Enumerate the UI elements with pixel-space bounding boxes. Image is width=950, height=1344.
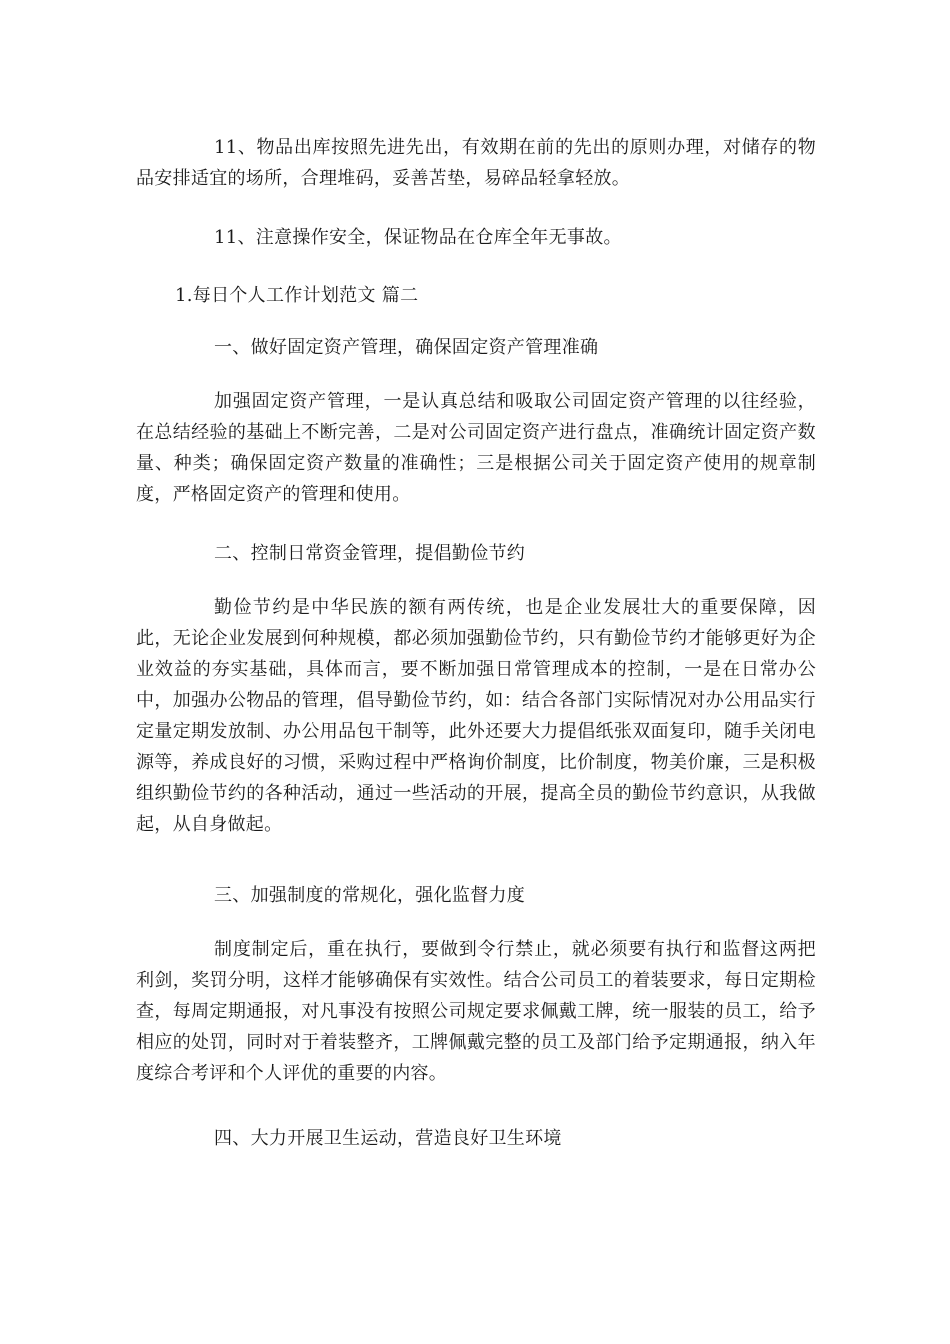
paragraph-regulation: 制度制定后，重在执行，要做到令行禁止，就必须要有执行和监督这两把利剑，奖罚分明，这样才能够确保有实效性。结合公司员工的着装要求，每日定期检查，每周定期通报，对凡事没有按照公司规定要求佩戴工牌，统一服装的员工，给予相应的处罚，同时对于着装整齐，工牌佩戴完整的员工及部门给予定期通报，纳入年度综合考评和个人评优的重要的内容。 bbox=[136, 939, 816, 1084]
heading-fixed-assets: 一、做好固定资产管理，确保固定资产管理准确 bbox=[214, 337, 599, 358]
heading-hygiene: 四、大力开展卫生运动，营造良好卫生环境 bbox=[214, 1128, 562, 1149]
paragraph-outbound-rules: 11、物品出库按照先进先出，有效期在前的先出的原则办理，对储存的物品安排适宜的场所，合理堆码，妥善苫垫，易碎品轻拿轻放。 bbox=[136, 137, 816, 189]
heading-regulation: 三、加强制度的常规化，强化监督力度 bbox=[214, 885, 526, 906]
paragraph-safety: 11、注意操作安全，保证物品在仓库全年无事故。 bbox=[214, 227, 622, 248]
section-title-part-two: 1.每日个人工作计划范文 篇二 bbox=[175, 285, 419, 306]
paragraph-thrift: 勤俭节约是中华民族的额有两传统，也是企业发展壮大的重要保障，因此，无论企业发展到何种规模，都必须加强勤俭节约，只有勤俭节约才能够更好为企业效益的夯实基础，具体而言，要不断加强日常管理成本的控制，一是在日常办公中，加强办公物品的管理，倡导勤俭节约，如：结合各部门实际情况对办公用品实行定量定期发放制、办公用品包干制等，此外还要大力提倡纸张双面复印，随手关闭电源等，养成良好的习惯，采购过程中严格询价制度，比价制度，物美价廉，三是积极组织勤俭节约的各种活动，通过一些活动的开展，提高全员的勤俭节约意识，从我做起，从自身做起。 bbox=[136, 597, 816, 835]
heading-daily-funds: 二、控制日常资金管理，提倡勤俭节约 bbox=[214, 543, 526, 564]
paragraph-fixed-assets: 加强固定资产管理，一是认真总结和吸取公司固定资产管理的以往经验，在总结经验的基础上不断完善，二是对公司固定资产进行盘点，准确统计固定资产数量、种类；确保固定资产数量的准确性；三是根据公司关于固定资产使用的规章制度，严格固定资产的管理和使用。 bbox=[136, 391, 816, 505]
